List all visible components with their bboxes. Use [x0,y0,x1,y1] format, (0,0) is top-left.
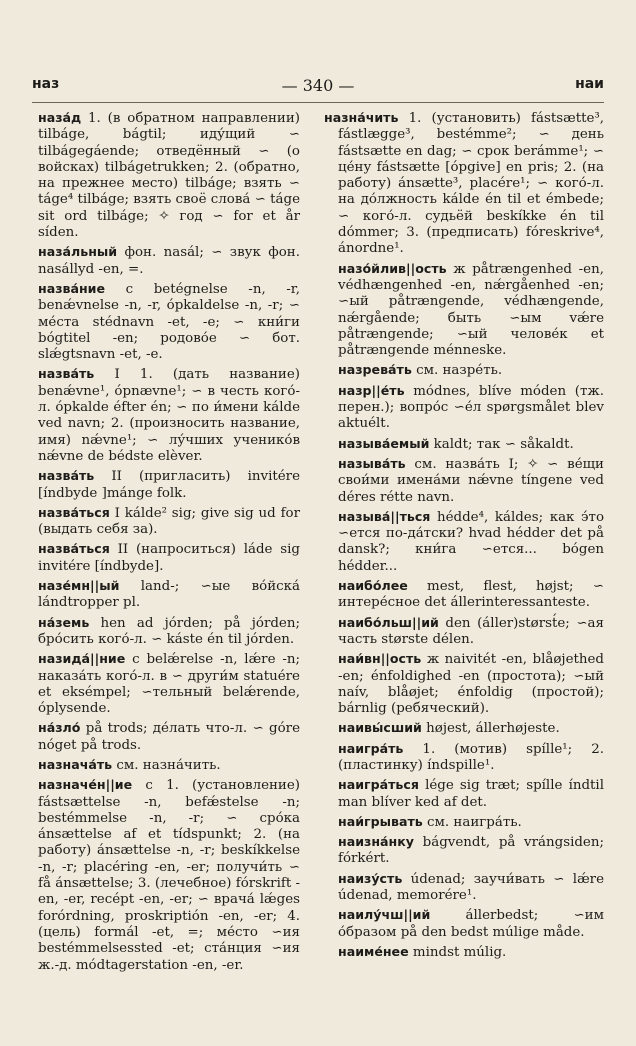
headword: назва́ние [38,280,106,296]
definition: см. наигра́ть. [422,814,522,830]
definition: I 1. (дать название) benǽvne¹, ópnævne¹; ∽ в честь кого́-л. ópkalde éfter én; ∽ по и́мени kálde ved navn; 2. (произносить название, имя) nǽvne¹; ∽ лу́чших ученико́в nǽvne de bédste elèver. [38,367,300,464]
dictionary-entry [338,834,604,868]
definition: ж påtrængenhed -en, védhængenhed -en, nǽrgåenhed -en; ∽ый påtrængende, védhængende, nǽrgående; быть ∽ым vǽre påtrængende; ∽ый челове́к et påtrængende ménneske. [338,261,604,359]
dictionary-entry [38,578,300,612]
headword: наибо́льш||ий [338,614,439,630]
headword: на́земь [38,614,90,630]
page-number: — 340 — [281,76,355,95]
left-column [38,110,300,974]
headword: наизна́нку [338,834,414,850]
headword: называ́ть [338,455,406,471]
dictionary-entry [338,383,604,433]
dictionary-entry [338,777,604,811]
definition: 1. (мотив) spílle¹; 2. (пластинку) índspille¹. [338,741,604,773]
definition: с 1. (установление) fástsættelse -n, befǽstelse -n; bestémmelse -n, -r; ∽ сро́ка ánsættelse af et tídspunkt; 2. (на работу) ánsættelse -n, -r; beskíkkelse -n, -r; placéring -en, -er; получи́ть ∽ få ánsættelse; 3. (лечебное) fórskrift -en, -er, recépt -en, -er; ∽ врача́ lǽges forórdning, proskriptión -en, -er; 4. (цель) formál -et, =; ме́сто ∽ия bestémmelsessted -et; ста́нция ∽ия ж.-д. módtagerstation -en, -er. [38,778,300,973]
dictionary-entry [38,281,300,363]
dictionary-entry [338,871,604,905]
definition: mest, flest, højst; ∽ интере́сное det állerinteressanteste. [338,579,604,611]
headword: на́зло́ [38,720,81,736]
headword: наза́льный [38,244,118,260]
definition: ж naivitét -en, blåøjethed -en; énfoldighed -en (простота); ∽ый naív, blåøjet; énfoldig (простой); bárnlig (ребяческий). [338,652,604,717]
right-column [324,110,604,961]
headword: назна́чить [324,110,399,125]
dictionary-entry [38,777,300,974]
headword: назнача́ть [38,756,113,772]
headword: назва́ть [38,468,95,484]
dictionary-entry [338,578,604,612]
dictionary-entry [38,244,300,278]
headword: назва́ть [38,366,95,382]
definition: kaldt; так ∽ såkaldt. [429,436,574,452]
definition: см. назна́чить. [112,757,221,773]
headword: называ́емый [338,435,430,451]
dictionary-entry [338,456,604,506]
definition: den (áller)størst́e; ∽ая часть største délen. [338,615,604,647]
definition: højest, állerhøjeste. [421,721,560,737]
headword: наизу́сть [338,870,403,886]
headword: наилу́чш||ий [338,907,431,923]
headword: называ́||ться [338,508,431,524]
dictionary-entry [338,651,604,717]
headword: назва́ться [38,504,110,520]
dictionary-entry [338,362,604,379]
dictionary-entry [38,541,300,575]
dictionary-entry [324,110,604,258]
dictionary-entry [338,907,604,941]
header-rule [32,102,604,103]
dictionary-entry [38,468,300,502]
headword: назида́||ние [38,651,126,667]
dictionary-entry [338,720,604,737]
headword: назрева́ть [338,362,412,378]
dictionary-entry [38,366,300,465]
dictionary-entry [338,436,604,453]
dictionary-entry [38,110,300,241]
definition: см. назре́ть. [411,363,503,379]
definition: с betégnelse -n, -r, benǽvnelse -n, -r, ópkaldelse -n, -r; ∽ ме́ста stédnavn -et, -e; ∽ кни́ги bógtitel -en; родово́е ∽ бот. slǽgtsnavn -et, -e. [38,281,300,363]
headword: наиме́нее [338,943,409,959]
left-guide-word: наз [32,76,60,92]
definition: land-; ∽ые во́йска́ lándtropper pl. [38,579,300,611]
definition: mindst múlig. [408,944,507,960]
definition: údenad; заучи́вать ∽ lǽre údenad, memorére¹. [338,871,604,904]
definition: hédde⁴, káldes; как э́то ∽ется по-да́тски? hvad hédder det på dansk?; кни́га ∽ется... bógen hédder... [338,509,604,574]
definition: lége sig træt; spílle índtil man blíver ked af det. [338,778,604,810]
dictionary-entry [338,615,604,649]
headword: наза́д [38,110,82,125]
dictionary-entry [338,814,604,831]
headword: назр||е́ть [338,382,405,398]
headword: наигра́ть [338,740,404,756]
headword: назо́йлив||ость [338,260,447,276]
definition: см. назва́ть I; ✧ ∽ ве́щи свои́ми имена́ми nǽvne tíngene ved déres rétte navn. [338,456,604,505]
dictionary-entry [338,944,604,961]
headword: наи́грывать [338,813,423,829]
headword: назе́мн||ый [38,578,120,594]
headword: наи́вн||ость [338,651,422,667]
definition: hen ad jórden; på jórden; бро́сить кого́-л. ∽ káste én til jórden. [38,615,300,647]
definition: på trods; де́лать что-л. ∽ góre nóget på trods. [38,721,300,753]
dictionary-entry [38,651,300,717]
headword: назначе́н||ие [38,777,133,793]
dictionary-entry [338,261,604,360]
dictionary-entry [38,505,300,539]
definition: 1. (в обратном направлении) tilbáge, bágtil; иду́щий ∽ tilbágegáende; отведённый ∽ (о войсках) tilbágetrukken; 2. (обратно, на прежнее место) tilbáge; взять ∽ táge⁴ tilbáge; взять своё слова́ ∽ táge sit ord tilbáge; ✧ год ∽ for et år síden. [38,111,300,241]
definition: 1. (установить) fástsætte³, fástlægge³, bestémme²; ∽ день fástsætte en dag; ∽ срок berámme¹; ∽ це́ну fástsætte [ópgive] en pris; 2. (на работу) ánsætte³, placére¹; ∽ кого́-л. на до́лжность kálde én til et émbede; ∽ кого́-л. судьёй beskíkke én til dómmer; 3. (предписать) fóreskrive⁴, ánordne¹. [338,111,604,257]
dictionary-entry [38,720,300,754]
right-guide-word: наи [575,76,604,92]
definition: módnes, blíve móden (тж. перен.); вопро́с ∽е́л spørgsmålet blev aktuélt. [338,383,604,432]
definition: II (пригласить) invitére [índbyde ]mánge folk. [38,469,300,501]
headword: наибо́лее [338,578,408,594]
definition: I kálde² sig; give sig ud for (выдать себя за). [38,505,300,538]
page-header [32,76,604,98]
dictionary-entry [38,757,300,774]
dictionary-entry [38,615,300,649]
headword: назва́ться [38,541,110,557]
definition: II (напроситься) láde sig invitére [índbyde]. [38,542,300,574]
dictionary-entry [338,509,604,575]
definition: с belǽrelse -n, lǽre -n; наказа́ть кого́-л. в ∽ други́м statuére et eksémpel; ∽тельный belǽrende, óplysende. [38,652,300,717]
headword: наигра́ться [338,777,419,793]
definition: фон. nasál; ∽ звук фон. nasállyd -en, =. [38,245,300,277]
dictionary-entry [338,741,604,775]
headword: наивы́сший [338,720,422,736]
definition: bágvendt, på vrángsiden; fórkért. [338,835,604,867]
definition: állerbedst; ∽им о́бразом på den bedst múlige måde. [338,908,604,940]
